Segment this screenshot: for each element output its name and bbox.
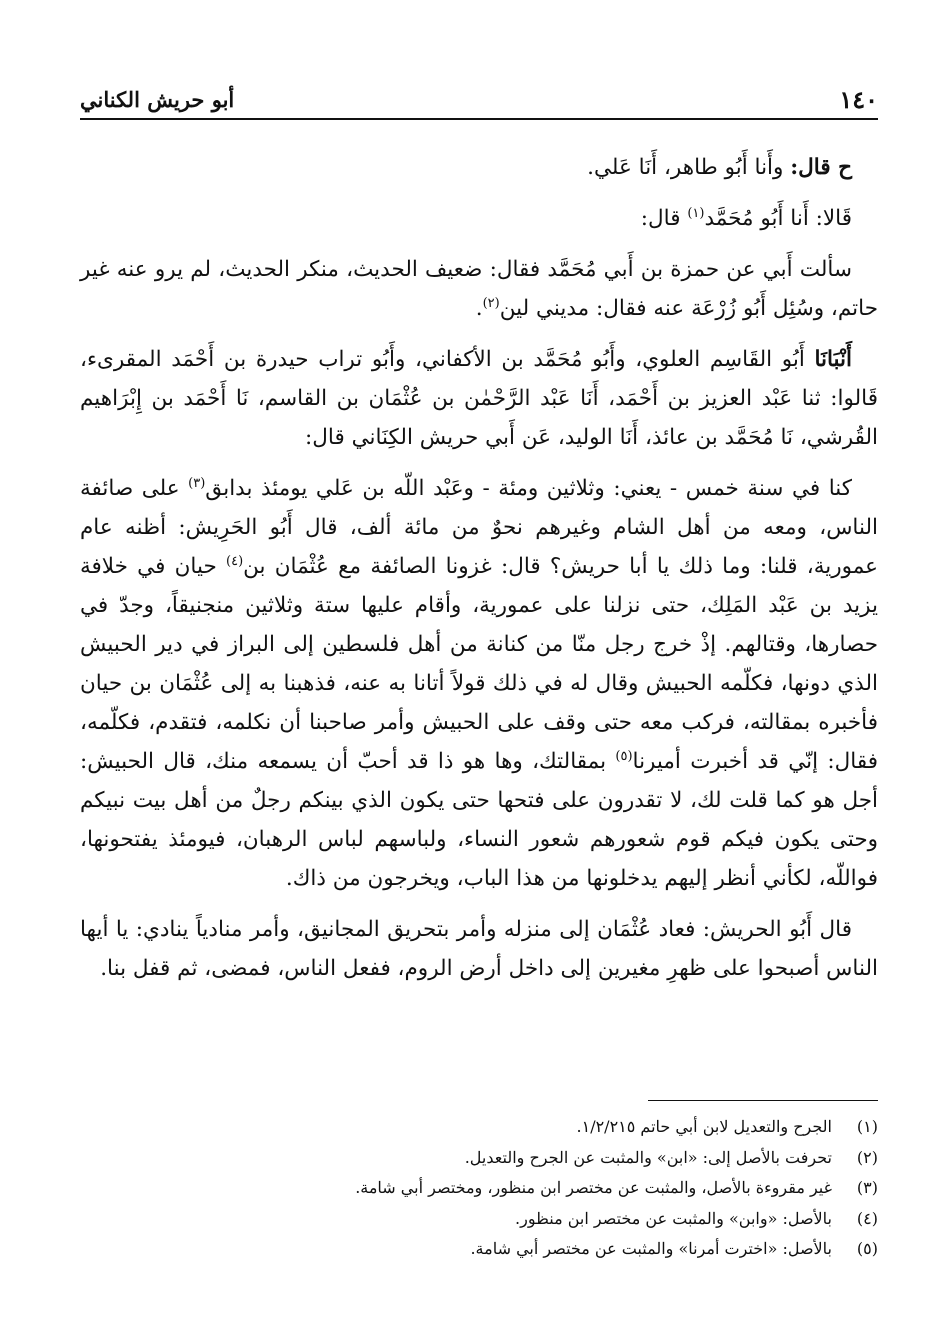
footnote [80, 1204, 878, 1235]
footnote-text: بالأصل: «وابن» والمثبت عن مختصر ابن منظور. [515, 1208, 832, 1228]
footnote [80, 1234, 878, 1265]
footnote-ref[interactable]: (٤) [226, 553, 244, 569]
paragraph-lead: ح قال: [790, 155, 852, 180]
paragraph-text: وأَنا أَبُو طاهر، أَنَا عَلي. [587, 155, 791, 180]
paragraph-tail: قال: [640, 206, 688, 231]
footnote-divider [648, 1100, 878, 1101]
paragraph [80, 340, 878, 457]
footnote-number: (٥) [856, 1239, 878, 1258]
paragraph [80, 469, 878, 898]
footnote-text: غير مقروءة بالأصل، والمثبت عن مختصر ابن منظور، ومختصر أبي شامة. [355, 1178, 832, 1197]
page-header [80, 80, 878, 120]
paragraph-lead: أَنْبَانَا [814, 347, 852, 372]
footnote-text: الجرح والتعديل لابن أبي حاتم ١/٢/٢١٥. [576, 1117, 832, 1136]
footnote-number: (٤) [856, 1208, 878, 1228]
paragraph-text: قال أَبُو الحريش: فعاد عُثْمَان إلى منزله وأمر بتحريق المجانيق، وأمر منادياً ينادي: يا أيها الناس أصبحوا على ظهرِ مغيرين إلى داخل أرض الروم، ففعل الناس، فمضى، ثم قفل بنا. [80, 917, 878, 981]
page-number: ١٤٠ [839, 84, 878, 114]
paragraph-tail: حيان في خلافة يزيد بن عَبْد المَلِك، حتى نزلنا على عمورية، وأقام عليها ستة وثلاثين منجنيقاً، وجدّ في حصارها، وقتالهم. إذْ خرج رجل منّا من كنانة من أهل فلسطين إلى البراز في دير الحبيش الذي دونها، فكلّمه الحبيش وقال له في ذلك قولاً أتانا به عنه، فذهبنا به إلى عُثْمَان بن حيان فأخبره بمقالته، فركب معه حتى وقف على الحبيش وأمر صاحبنا أن نكلمه، فتقدم، فكلّمه، فقال: إنّي قد أخبرت أميرنا [80, 554, 879, 774]
footnote-text: بالأصل: «اخترت أمرنا» والمثبت عن مختصر أبي شامة. [470, 1239, 832, 1258]
paragraph [80, 910, 878, 988]
paragraph [80, 148, 878, 187]
paragraph [80, 250, 878, 328]
running-title: أبو حريش الكناني [80, 86, 235, 112]
main-text [80, 148, 878, 1000]
footnote-text: تحرفت بالأصل إلى: «ابن» والمثبت عن الجرح والتعديل. [464, 1147, 832, 1167]
paragraph-tail: بمقالتك، وها هو ذا قد أحبّ أن يسمعه منك، قال الحبيش: أجل هو كما قلت لك، لا تقدرون على فتحها حتى يكون الذي بينكم رجلٌ من أهل بيت نبيكم وحتى يكون فيكم قوم شعورهم شعور النساء، ولباسهم لباس الرهبان، فيومئذ يفتحونها، فواللّه، لكأني أنظر إليهم يدخلونها من هذا الباب، ويخرجون من ذاك. [80, 749, 878, 891]
paragraph-text: أَبُو القَاسِم العلوي، وأَبُو مُحَمَّد بن الأكفاني، وأَبُو تراب حيدرة بن أَحْمَد المقرىء، قَالوا: ثنا عَبْد العزيز بن أَحْمَد، أَنَا عَبْد الرَّحْمٰن بن عُثْمَان بن القاسم، نَا أَحْمَد بن إِبْرَاهيم القُرشي، نَا مُحَمَّد بن عائذ، أَنَا الوليد، عَن أَبي حريش الكِنَاني قال: [80, 347, 878, 450]
paragraph-tail: . [475, 296, 483, 321]
footnote-ref[interactable]: (٢) [482, 295, 500, 311]
footnote-number: (٢) [856, 1147, 878, 1167]
footnote-number: (١) [856, 1117, 878, 1136]
footnote [80, 1143, 878, 1174]
footnote [80, 1112, 878, 1143]
footnote [80, 1173, 878, 1204]
paragraph-text: كنا في سنة خمس - يعني: وثلاثين ومئة - وعَبْد اللّه بن عَلي يومئذ بدابق [205, 476, 852, 501]
paragraph-tail: على صائفة الناس، ومعه من أهل الشام وغيرهم نحوٌ من مائة ألف، قال أَبُو الحَرِيش: أظنه عام عمورية، قلنا: وما ذلك يا أبا حريش؟ قال: غزونا الصائفة مع عُثْمَان بن [80, 476, 878, 579]
footnote-number: (٣) [856, 1178, 878, 1197]
footnotes [80, 1112, 878, 1265]
footnote-ref[interactable]: (١) [687, 205, 705, 221]
footnote-ref[interactable]: (٣) [188, 475, 206, 491]
paragraph [80, 199, 878, 238]
paragraph-text: سألت أَبي عن حمزة بن أَبي مُحَمَّد فقال: ضعيف الحديث، منكر الحديث، لم يرو عنه غير حاتم، وسُئِل أَبُو زُرْعَة عنه فقال: مديني لين [80, 257, 878, 321]
paragraph-text: قَالا: أَنا أَبُو مُحَمَّد [704, 206, 852, 231]
footnote-ref[interactable]: (٥) [615, 748, 633, 764]
